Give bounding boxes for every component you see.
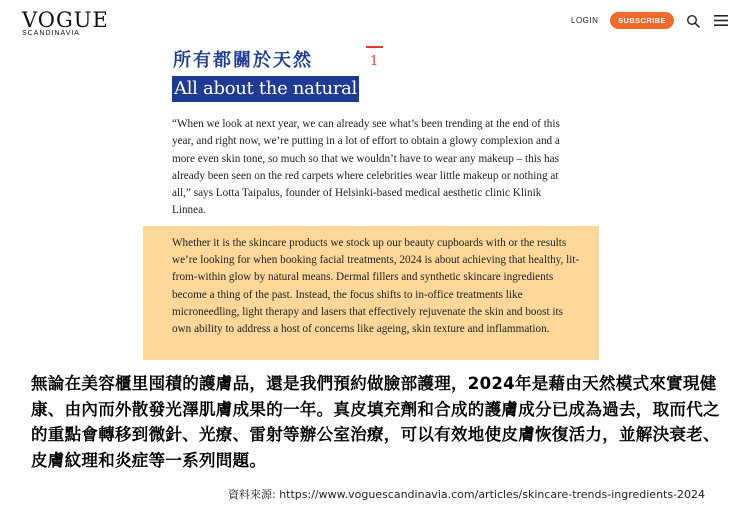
page-marker-rule	[366, 46, 383, 48]
vogue-logo[interactable]: VOGUE	[22, 8, 109, 32]
vogue-logo-subtitle: SCANDINAVIA	[22, 30, 80, 37]
subscribe-button[interactable]: SUBSCRIBE	[610, 12, 674, 29]
highlighted-paragraph: Whether it is the skincare products we stock up our beauty cupboards with or the results we’re looking for when booking facial treatments, 2024 is about achieving that healthy, lit-from-within glow by natural means. Dermal fillers and synthetic skincare ingredients become a thing of the past. Instead, the focus shifts to in-office treatments like microneedling, light therapy and lasers that effectively rejuvenate the skin and boost its own ability to address a host of concerns like ageing, skin texture and inflammation.	[172, 237, 580, 336]
source-citation: 資料來源: https://www.voguescandinavia.com/articles/skincare-trends-ingredients-2024	[228, 488, 706, 501]
search-icon[interactable]	[686, 14, 700, 28]
article-title-chinese: 所有都關於天然	[173, 50, 313, 71]
page-marker-number: 1	[370, 54, 379, 69]
chinese-summary: 無論在美容櫃里囤積的護膚品，還是我們預約做臉部護理，2024年是藉由天然模式來實現健康、由內而外散發光澤肌膚成果的一年。真皮填充劑和合成的護膚成分已成為過去，取而代之的重點會轉移到微針、光療、雷射等辦公室治療，可以有效地使皮膚恢復活力，並解決衰老、皮膚紋理和炎症等一系列問題。	[31, 374, 720, 470]
login-link[interactable]: LOGIN	[571, 16, 599, 25]
article-quote-paragraph: “When we look at next year, we can already see what’s been trending at the end of this year, and right now, we’re putting in a lot of effort to obtain a glowy complexion and a more even skin tone, so much so that we wouldn’t have to wear any makeup – this has already been seen on the red carpets where celebrities wear little makeup or nothing at all,” says Lotta Taipalus, founder of Helsinki-based medical aesthetic clinic Klinik Linnea.	[172, 118, 560, 217]
article-title-highlight	[172, 76, 359, 102]
article-title-english: All about the natural	[174, 78, 358, 99]
menu-icon[interactable]	[714, 15, 728, 26]
